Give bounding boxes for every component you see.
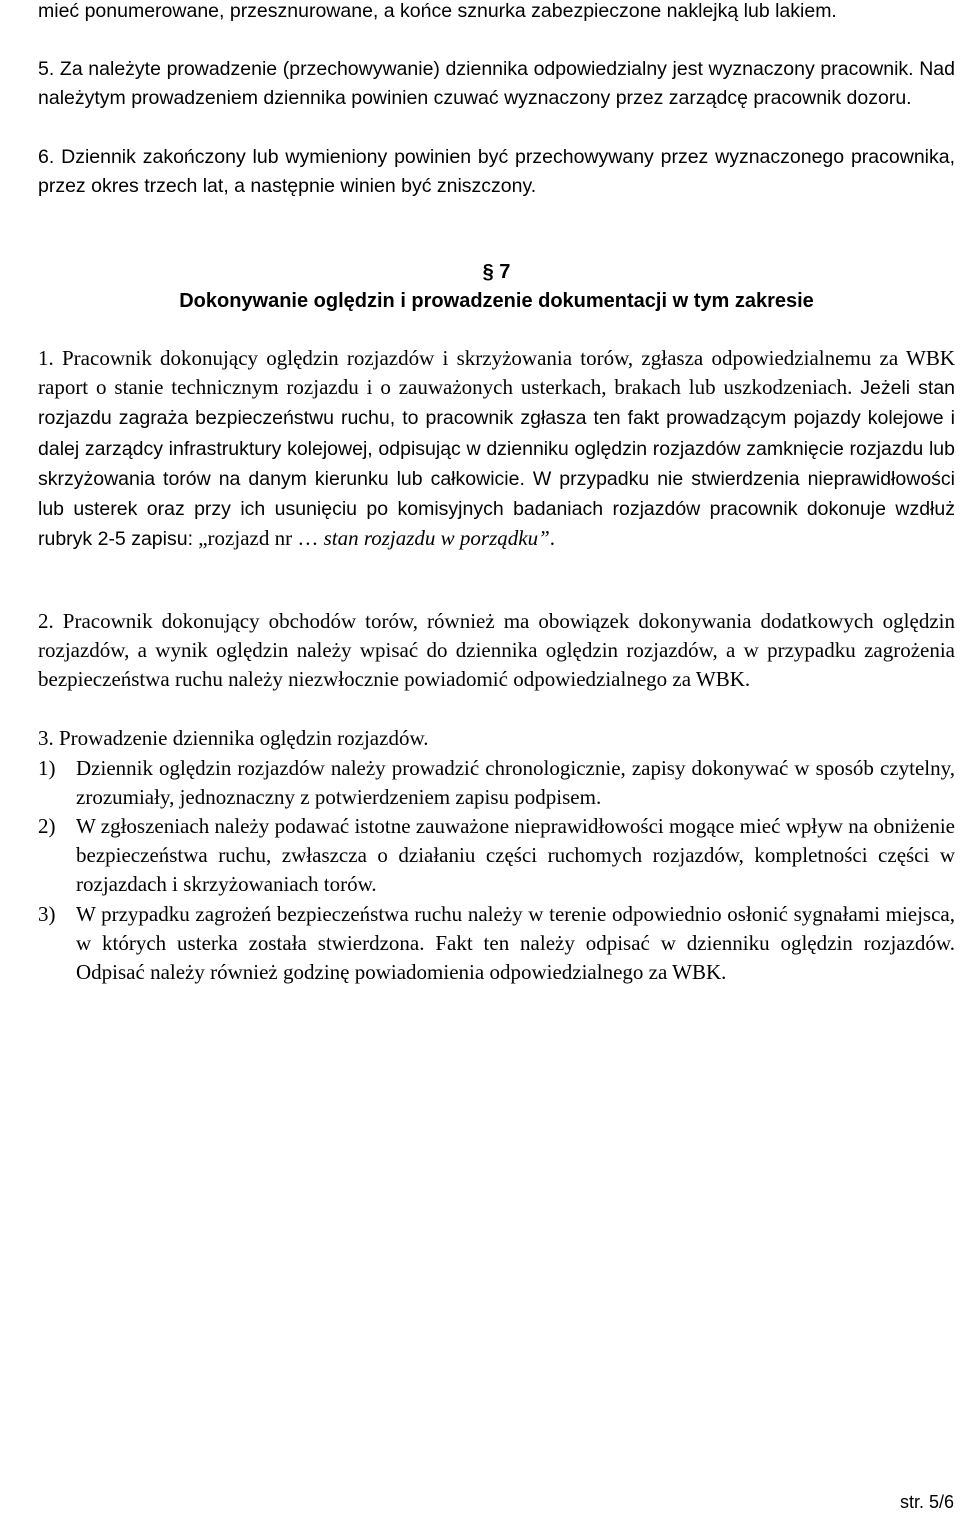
quote-end: . xyxy=(549,526,556,551)
section-title: Dokonywanie oględzin i prowadzenie dokumentacji w tym zakresie xyxy=(179,290,814,312)
sub-number: 1) xyxy=(38,756,56,780)
page-number: str. 5/6 xyxy=(899,1492,954,1512)
list-number: 5. xyxy=(38,58,55,80)
list-number: 3. xyxy=(38,726,54,750)
paragraph-text: Prowadzenie dziennika oględzin rozjazdów. xyxy=(59,726,429,750)
continuation-text: mieć ponumerowane, przesznurowane, a końce sznurka zabezpieczone naklejką lub lakiem. xyxy=(38,0,837,22)
sub-item-1 xyxy=(38,754,955,812)
paragraph-1 xyxy=(38,344,955,554)
quote-plain: „rozjazd nr … xyxy=(198,526,319,551)
paragraph-text: Pracownik dokonujący oględzin rozjazdów i skrzyżowania torów, zgłasza odpowiedzialnemu za WBK raport o stanie technicznym rozjazdu i o zauważonych usterkach, brakach lub uszkodzeniach. xyxy=(38,346,955,400)
list-item-5 xyxy=(38,55,955,113)
paragraph-text-sans: Jeżeli stan rozjazdu zagraża bezpieczeństwu ruchu, to pracownik zgłasza ten fakt prowadzącym pojazdy kolejowe i dalej zarządcy infrastruktury kolejowej, odpisując w dzienniku oględzin rozjazdów zamknięcie rozjazdu lub skrzyżowania torów na danym kierunku lub całkowicie. W przypadku nie stwierdzenia nieprawidłowości lub usterek oraz przy ich usunięciu po komisyjnych badaniach rozjazdów pracownik dokonuje wzdłuż rubryk 2-5 zapisu: xyxy=(38,377,956,551)
list-number: 2. xyxy=(38,609,54,633)
list-text: Za należyte prowadzenie (przechowywanie) dziennika odpowiedzialny jest wyznaczony pracownik. Nad należytym prowadzeniem dziennika powinien czuwać wyznaczony przez zarządcę pracownik dozoru. xyxy=(38,58,955,110)
quote-italic: stan rozjazdu w porządku” xyxy=(323,526,550,551)
sub-text: W przypadku zagrożeń bezpieczeństwa ruchu należy w terenie odpowiednio osłonić sygnałami miejsca, w których usterka została stwierdzona. Fakt ten należy odpisać w dzienniku oględzin rozjazdów. Odpisać należy również godzinę powiadomienia odpowiedzialnego za WBK. xyxy=(76,902,955,985)
paragraph-text: Pracownik dokonujący obchodów torów, również ma obowiązek dokonywania dodatkowych oględzin rozjazdów, a wynik oględzin należy wpisać do dziennika oględzin rozjazdów, a w przypadku zagrożenia bezpieczeństwa ruchu należy niezwłocznie powiadomić odpowiedzialnego za WBK. xyxy=(38,609,955,692)
paragraph-3 xyxy=(38,724,955,753)
continuation-paragraph xyxy=(38,0,955,26)
sub-number: 2) xyxy=(38,814,56,838)
list-number: 6. xyxy=(38,146,55,168)
list-item-6 xyxy=(38,143,955,201)
sub-text: Dziennik oględzin rozjazdów należy prowadzić chronologicznie, zapisy dokonywać w sposób czytelny, zrozumiały, jednoznaczny z potwierdzeniem zapisu podpisem. xyxy=(76,756,955,810)
section-number: § 7 xyxy=(482,261,511,283)
list-number: 1. xyxy=(38,346,54,370)
paragraph-2 xyxy=(38,607,955,695)
sub-text: W zgłoszeniach należy podawać istotne zauważone nieprawidłowości mogące mieć wpływ na obniżenie bezpieczeństwa ruchu, zwłaszcza o działaniu części ruchomych rozjazdów, kompletności części w rozjazdach i skrzyżowaniach torów. xyxy=(76,814,955,897)
list-text: Dziennik zakończony lub wymieniony powinien być przechowywany przez wyznaczonego pracownika, przez okres trzech lat, a następnie winien być zniszczony. xyxy=(38,146,956,198)
sub-item-3 xyxy=(38,900,955,988)
sub-number: 3) xyxy=(38,902,56,926)
sub-item-2 xyxy=(38,812,955,900)
